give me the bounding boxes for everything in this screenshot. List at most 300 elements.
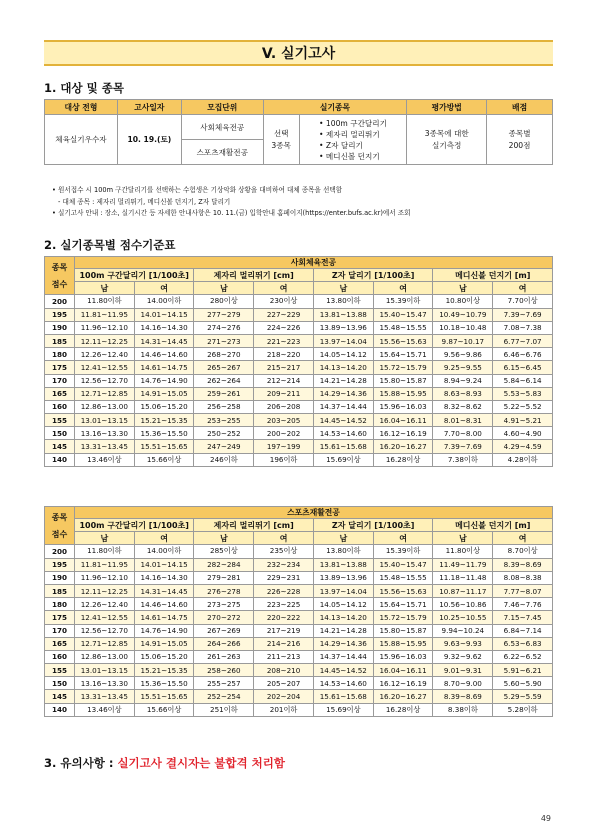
table-row [45,374,553,387]
value-cell: 246이하 [194,453,254,466]
event-item: • 메디신볼 던지기 [319,151,387,162]
value-cell: 10.80이상 [433,295,493,308]
male-header: 남 [313,282,373,295]
value-cell: 256~258 [194,400,254,413]
value-cell: 8.63~8.93 [433,387,493,400]
value-cell: 9.87~10.17 [433,334,493,347]
type-cell: 체육실기우수자 [45,115,118,165]
value-cell: 9.25~9.55 [433,361,493,374]
male-header: 남 [313,532,373,545]
value-cell: 15.72~15.79 [373,361,433,374]
value-cell: 11.81~11.95 [74,308,134,321]
event-header: 제자리 멀리뛰기 [cm] [194,519,313,532]
notice-text: 실기고사 결시자는 불합격 처리함 [117,756,285,770]
value-cell: 13.81~13.88 [313,558,373,571]
female-header: 여 [373,282,433,295]
value-cell: 14.53~14.60 [313,677,373,690]
value-cell: 15.61~15.68 [313,690,373,703]
value-cell: 10.56~10.86 [433,598,493,611]
male-header: 남 [74,532,134,545]
value-cell: 4.29~4.59 [493,440,553,453]
value-cell: 8.39~8.69 [433,690,493,703]
value-cell: 16.12~16.19 [373,677,433,690]
score-cell: 190 [45,571,75,584]
table-row [45,321,553,334]
table-row [45,308,553,321]
value-cell: 253~255 [194,414,254,427]
table-row [45,664,553,677]
value-cell: 9.32~9.62 [433,650,493,663]
value-cell: 8.70~9.00 [433,677,493,690]
male-header: 남 [433,532,493,545]
value-cell: 15.06~15.20 [134,650,194,663]
value-cell: 14.46~14.60 [134,348,194,361]
value-cell: 14.00이하 [134,295,194,308]
section-title: V. 실기고사 [44,40,553,66]
corner-event: 종목 [51,512,68,522]
female-header: 여 [254,282,314,295]
score-cell: 195 [45,558,75,571]
value-cell: 4.28이하 [493,453,553,466]
eval-line: 실기측정 [432,140,462,150]
header-eval: 평가방법 [407,100,487,115]
event-item: • 100m 구간달리기 [319,118,387,129]
score-cell: 140 [45,453,75,466]
value-cell: 15.39이하 [373,295,433,308]
value-cell: 209~211 [254,387,314,400]
header-unit: 모집단위 [181,100,263,115]
table-row [45,558,553,571]
value-cell: 16.04~16.11 [373,664,433,677]
event-header: 메디신볼 던지기 [m] [433,519,553,532]
value-cell: 206~208 [254,400,314,413]
value-cell: 5.29~5.59 [493,690,553,703]
value-cell: 5.53~5.83 [493,387,553,400]
table-row [45,611,553,624]
note-line: • 원서접수 시 100m 구간달리기를 선택하는 수험생은 기상악화 상황을 대비하여 대체 종목을 선택함 [52,186,343,194]
value-cell: 223~225 [254,598,314,611]
table-row [45,295,553,308]
value-cell: 9.01~9.31 [433,664,493,677]
female-header: 여 [134,282,194,295]
value-cell: 8.08~8.38 [493,571,553,584]
value-cell: 273~275 [194,598,254,611]
value-cell: 13.89~13.96 [313,571,373,584]
table-row [45,334,553,347]
value-cell: 235이상 [254,545,314,558]
value-cell: 12.71~12.85 [74,387,134,400]
value-cell: 5.60~5.90 [493,677,553,690]
table-row [45,453,553,466]
value-cell: 15.88~15.95 [373,387,433,400]
table-row [45,584,553,597]
value-cell: 271~273 [194,334,254,347]
value-cell: 9.94~10.24 [433,624,493,637]
value-cell: 15.69이상 [313,453,373,466]
event-item: • Z자 달리기 [319,140,387,151]
value-cell: 232~234 [254,558,314,571]
event-header: Z자 달리기 [1/100초] [313,519,433,532]
value-cell: 230이상 [254,295,314,308]
event-header: 100m 구간달리기 [1/100초] [74,519,194,532]
value-cell: 7.70이상 [493,295,553,308]
value-cell: 11.18~11.48 [433,571,493,584]
score-cell: 155 [45,664,75,677]
value-cell: 6.84~7.14 [493,624,553,637]
value-cell: 215~217 [254,361,314,374]
value-cell: 13.01~13.15 [74,664,134,677]
value-cell: 197~199 [254,440,314,453]
corner-cell [45,257,75,295]
value-cell: 262~264 [194,374,254,387]
value-cell: 252~254 [194,690,254,703]
value-cell: 205~207 [254,677,314,690]
value-cell: 285이상 [194,545,254,558]
score-cell: 200 [45,545,75,558]
choice-line: 선택 [273,128,289,138]
score-cell: 150 [45,677,75,690]
male-header: 남 [74,282,134,295]
value-cell: 12.86~13.00 [74,650,134,663]
value-cell: 267~269 [194,624,254,637]
value-cell: 255~257 [194,677,254,690]
value-cell: 7.08~7.38 [493,321,553,334]
value-cell: 201이하 [254,703,314,716]
value-cell: 13.97~14.04 [313,334,373,347]
note-line: • 실기고사 안내 : 장소, 실기시간 등 자세한 안내사항은 10. 11.(금) 입학안내 홈페이지(https://enter.bufs.ac.kr)에서 조회 [52,209,411,217]
value-cell: 15.40~15.47 [373,308,433,321]
value-cell: 6.15~6.45 [493,361,553,374]
value-cell: 280이상 [194,295,254,308]
value-cell: 15.48~15.55 [373,321,433,334]
value-cell: 227~229 [254,308,314,321]
value-cell: 14.05~14.12 [313,598,373,611]
value-cell: 217~219 [254,624,314,637]
score-cell: 140 [45,703,75,716]
score-cell: 160 [45,650,75,663]
value-cell: 261~263 [194,650,254,663]
value-cell: 12.56~12.70 [74,374,134,387]
score-cell: 160 [45,400,75,413]
value-cell: 218~220 [254,348,314,361]
table-row [45,598,553,611]
value-cell: 14.01~14.15 [134,308,194,321]
value-cell: 11.96~12.10 [74,321,134,334]
value-cell: 14.61~14.75 [134,611,194,624]
value-cell: 7.77~8.07 [493,584,553,597]
score-cell: 170 [45,624,75,637]
value-cell: 10.49~10.79 [433,308,493,321]
value-cell: 14.13~14.20 [313,361,373,374]
value-cell: 264~266 [194,637,254,650]
choice-line: 3종목 [271,140,291,150]
value-cell: 13.16~13.30 [74,677,134,690]
page-number: 49 [540,814,551,823]
table-row [45,387,553,400]
value-cell: 259~261 [194,387,254,400]
value-cell: 13.80이하 [313,295,373,308]
table-row [45,545,553,558]
value-cell: 15.96~16.03 [373,650,433,663]
value-cell: 11.96~12.10 [74,571,134,584]
note-line: - 대체 종목 : 제자리 멀리뛰기, 메디신볼 던지기, Z자 달리기 [58,197,231,206]
value-cell: 6.22~6.52 [493,650,553,663]
value-cell: 13.46이상 [74,703,134,716]
value-cell: 7.15~7.45 [493,611,553,624]
value-cell: 229~231 [254,571,314,584]
table-row [45,400,553,413]
choice-cell [263,115,299,165]
table-row [45,690,553,703]
event-item: • 제자리 멀리뛰기 [319,129,387,140]
value-cell: 15.66이상 [134,453,194,466]
header-date: 고사일자 [117,100,181,115]
value-cell: 13.81~13.88 [313,308,373,321]
value-cell: 13.46이상 [74,453,134,466]
value-cell: 5.91~6.21 [493,664,553,677]
unit-rehab: 스포츠재활전공 [181,140,263,165]
value-cell: 14.76~14.90 [134,624,194,637]
value-cell: 15.96~16.03 [373,400,433,413]
score-cell: 165 [45,387,75,400]
male-header: 남 [194,532,254,545]
score-cell: 175 [45,361,75,374]
value-cell: 16.28이상 [373,453,433,466]
value-cell: 14.91~15.05 [134,387,194,400]
value-cell: 14.45~14.52 [313,414,373,427]
value-cell: 14.16~14.30 [134,321,194,334]
value-cell: 224~226 [254,321,314,334]
value-cell: 15.56~15.63 [373,584,433,597]
value-cell: 15.88~15.95 [373,637,433,650]
heading-notice [44,755,285,771]
table-row [45,650,553,663]
value-cell: 270~272 [194,611,254,624]
score-cell: 150 [45,427,75,440]
value-cell: 265~267 [194,361,254,374]
value-cell: 4.60~4.90 [493,427,553,440]
table-row [45,427,553,440]
table-row [45,624,553,637]
value-cell: 15.51~15.65 [134,690,194,703]
value-cell: 279~281 [194,571,254,584]
value-cell: 268~270 [194,348,254,361]
score-cell: 190 [45,321,75,334]
value-cell: 13.89~13.96 [313,321,373,334]
score-cell: 185 [45,334,75,347]
value-cell: 16.20~16.27 [373,440,433,453]
value-cell: 15.21~15.35 [134,414,194,427]
score-cell: 175 [45,611,75,624]
eval-cell [407,115,487,165]
value-cell: 12.11~12.25 [74,584,134,597]
value-cell: 14.31~14.45 [134,584,194,597]
value-cell: 8.32~8.62 [433,400,493,413]
value-cell: 14.21~14.28 [313,624,373,637]
value-cell: 14.46~14.60 [134,598,194,611]
male-header: 남 [194,282,254,295]
value-cell: 274~276 [194,321,254,334]
event-header: 제자리 멀리뛰기 [cm] [194,269,313,282]
value-cell: 10.25~10.55 [433,611,493,624]
value-cell: 14.01~14.15 [134,558,194,571]
value-cell: 208~210 [254,664,314,677]
value-cell: 15.21~15.35 [134,664,194,677]
value-cell: 277~279 [194,308,254,321]
unit-social: 사회체육전공 [181,115,263,140]
value-cell: 6.46~6.76 [493,348,553,361]
value-cell: 15.36~15.50 [134,677,194,690]
score-cell: 180 [45,348,75,361]
value-cell: 12.26~12.40 [74,598,134,611]
value-cell: 5.84~6.14 [493,374,553,387]
target-events-table [44,99,553,165]
value-cell: 14.61~14.75 [134,361,194,374]
eval-line: 3종목에 대한 [424,128,469,138]
value-cell: 15.06~15.20 [134,400,194,413]
value-cell: 12.26~12.40 [74,348,134,361]
value-cell: 14.91~15.05 [134,637,194,650]
value-cell: 212~214 [254,374,314,387]
value-cell: 220~222 [254,611,314,624]
corner-score: 점수 [51,279,68,289]
value-cell: 200~202 [254,427,314,440]
table-row [45,348,553,361]
value-cell: 10.87~11.17 [433,584,493,597]
value-cell: 258~260 [194,664,254,677]
heading-score-tables: 2. 실기종목별 점수기준표 [44,238,176,252]
value-cell: 12.86~13.00 [74,400,134,413]
value-cell: 14.21~14.28 [313,374,373,387]
value-cell: 15.66이상 [134,703,194,716]
table-row [45,637,553,650]
value-cell: 16.12~16.19 [373,427,433,440]
value-cell: 14.13~14.20 [313,611,373,624]
value-cell: 13.01~13.15 [74,414,134,427]
notice-prefix: 3. 유의사항 : [44,756,114,770]
value-cell: 7.39~7.69 [433,440,493,453]
group-header: 사회체육전공 [74,257,552,269]
value-cell: 16.28이상 [373,703,433,716]
corner-cell [45,507,75,545]
value-cell: 5.28이하 [493,703,553,716]
value-cell: 14.37~14.44 [313,400,373,413]
score-cell: 145 [45,440,75,453]
table-row [45,571,553,584]
value-cell: 12.41~12.55 [74,361,134,374]
value-cell: 14.16~14.30 [134,571,194,584]
table-row [45,414,553,427]
male-header: 남 [433,282,493,295]
value-cell: 15.48~15.55 [373,571,433,584]
value-cell: 14.05~14.12 [313,348,373,361]
value-cell: 15.39이하 [373,545,433,558]
value-cell: 15.80~15.87 [373,374,433,387]
value-cell: 15.51~15.65 [134,440,194,453]
score-table-rehab [44,506,553,717]
value-cell: 8.94~9.24 [433,374,493,387]
value-cell: 14.45~14.52 [313,664,373,677]
value-cell: 14.53~14.60 [313,427,373,440]
value-cell: 202~204 [254,690,314,703]
table-row [45,703,553,716]
female-header: 여 [254,532,314,545]
value-cell: 14.29~14.36 [313,637,373,650]
value-cell: 15.72~15.79 [373,611,433,624]
header-events: 실기종목 [263,100,407,115]
group-header: 스포츠재활전공 [74,507,552,519]
value-cell: 12.11~12.25 [74,334,134,347]
value-cell: 14.31~14.45 [134,334,194,347]
score-cell: 155 [45,414,75,427]
value-cell: 211~213 [254,650,314,663]
event-header: 100m 구간달리기 [1/100초] [74,269,194,282]
value-cell: 6.77~7.07 [493,334,553,347]
table-row [45,440,553,453]
score-cell: 145 [45,690,75,703]
value-cell: 16.20~16.27 [373,690,433,703]
value-cell: 276~278 [194,584,254,597]
value-cell: 15.69이상 [313,703,373,716]
header-type: 대상 전형 [45,100,118,115]
score-cell: 185 [45,584,75,597]
value-cell: 11.80이하 [74,545,134,558]
value-cell: 221~223 [254,334,314,347]
value-cell: 5.22~5.52 [493,400,553,413]
value-cell: 226~228 [254,584,314,597]
value-cell: 11.49~11.79 [433,558,493,571]
value-cell: 10.18~10.48 [433,321,493,334]
value-cell: 7.46~7.76 [493,598,553,611]
value-cell: 11.81~11.95 [74,558,134,571]
score-table-social [44,256,553,467]
value-cell: 8.39~8.69 [493,558,553,571]
value-cell: 8.38이하 [433,703,493,716]
value-cell: 9.63~9.93 [433,637,493,650]
value-cell: 13.31~13.45 [74,690,134,703]
value-cell: 15.40~15.47 [373,558,433,571]
value-cell: 11.80이상 [433,545,493,558]
female-header: 여 [493,282,553,295]
female-header: 여 [373,532,433,545]
event-header: 메디신볼 던지기 [m] [433,269,553,282]
value-cell: 13.97~14.04 [313,584,373,597]
value-cell: 7.70~8.00 [433,427,493,440]
value-cell: 13.80이하 [313,545,373,558]
score-cell: 195 [45,308,75,321]
value-cell: 15.64~15.71 [373,348,433,361]
value-cell: 14.00이하 [134,545,194,558]
value-cell: 14.29~14.36 [313,387,373,400]
table-row [45,677,553,690]
value-cell: 7.39~7.69 [493,308,553,321]
value-cell: 15.64~15.71 [373,598,433,611]
value-cell: 282~284 [194,558,254,571]
value-cell: 15.56~15.63 [373,334,433,347]
value-cell: 15.36~15.50 [134,427,194,440]
value-cell: 12.41~12.55 [74,611,134,624]
events-cell [299,115,407,165]
value-cell: 8.01~8.31 [433,414,493,427]
score-line: 종목별 [508,128,531,138]
value-cell: 15.80~15.87 [373,624,433,637]
notes [52,185,411,220]
value-cell: 247~249 [194,440,254,453]
score-cell: 180 [45,598,75,611]
value-cell: 11.80이하 [74,295,134,308]
value-cell: 13.31~13.45 [74,440,134,453]
female-header: 여 [493,532,553,545]
